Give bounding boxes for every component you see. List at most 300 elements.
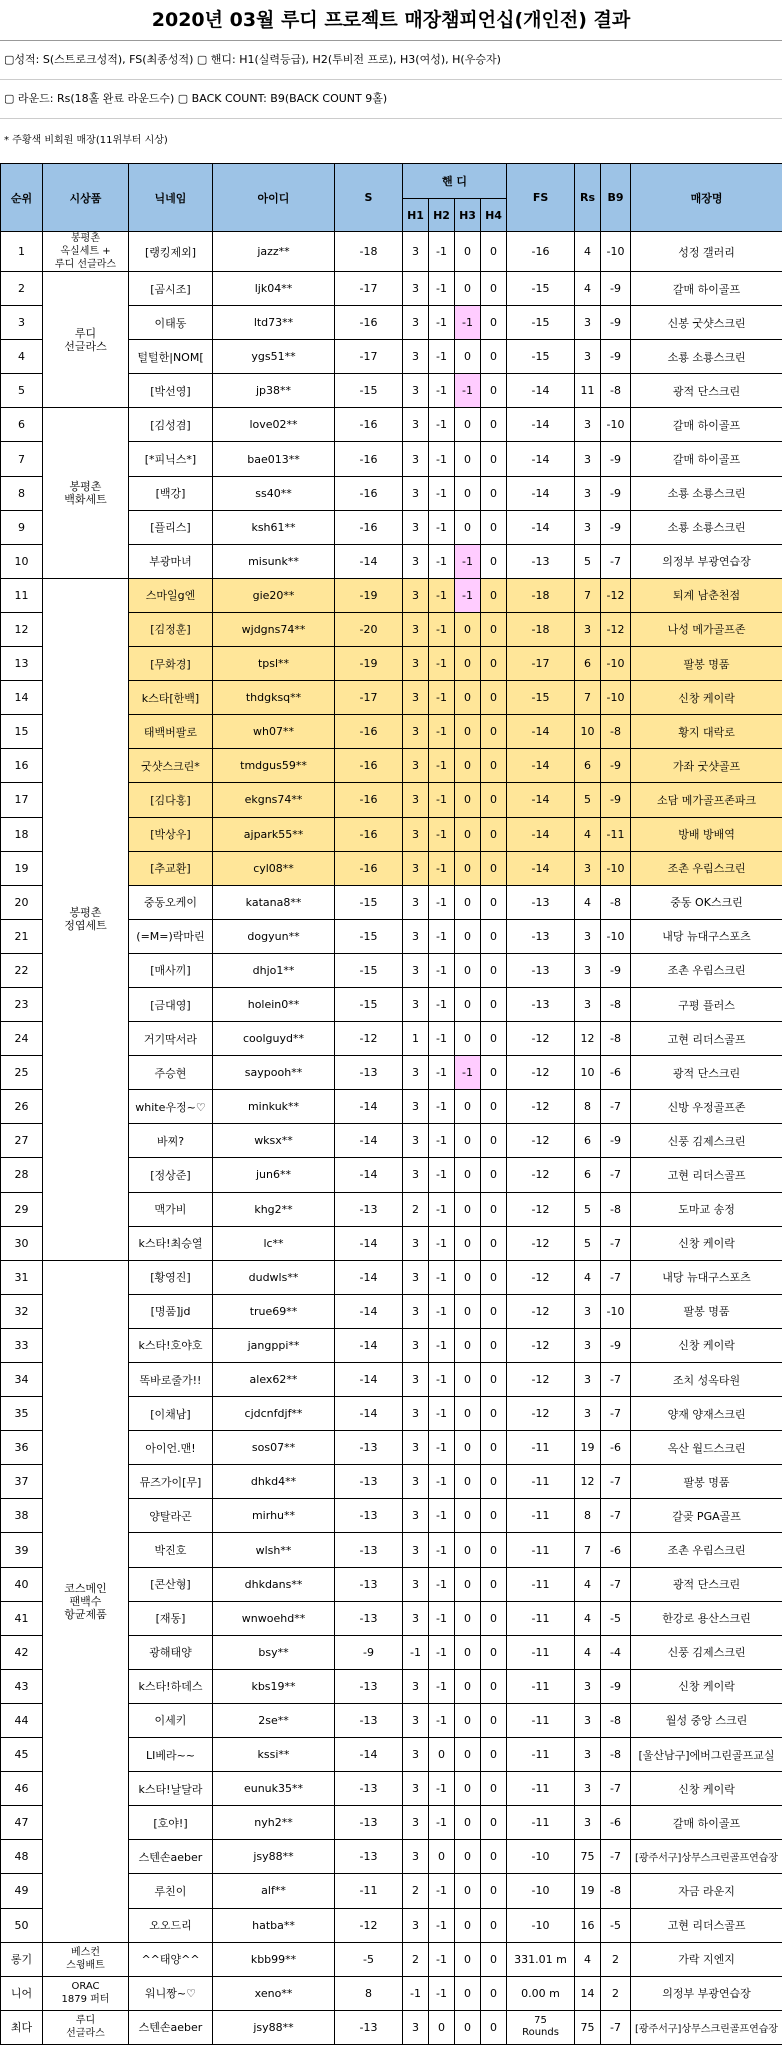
h4-cell: 0 bbox=[481, 1260, 507, 1294]
store-cell: 방배 방배역 bbox=[631, 817, 782, 851]
rank-cell: 15 bbox=[1, 715, 43, 749]
b9-cell: -9 bbox=[601, 1124, 631, 1158]
h4-cell: 0 bbox=[481, 1022, 507, 1056]
page-title: 2020년 03월 루디 프로젝트 매장챔피언십(개인전) 결과 bbox=[0, 0, 782, 41]
h1-cell: 3 bbox=[403, 272, 429, 306]
b9-cell: -10 bbox=[601, 647, 631, 681]
h3-cell: 0 bbox=[455, 1533, 481, 1567]
b9-cell: -9 bbox=[601, 1328, 631, 1362]
h2-cell: -1 bbox=[429, 1192, 455, 1226]
store-cell: 팔봉 명품 bbox=[631, 1294, 782, 1328]
id-cell: khg2** bbox=[213, 1192, 335, 1226]
store-cell: 신봉 굿샷스크린 bbox=[631, 306, 782, 340]
nickname-cell: [명품]jd bbox=[129, 1294, 213, 1328]
h1-cell: 3 bbox=[403, 1226, 429, 1260]
id-cell: ltd73** bbox=[213, 306, 335, 340]
prize-cell: 베스컨 스윙배트 bbox=[43, 1942, 129, 1976]
b9-cell: -10 bbox=[601, 1294, 631, 1328]
h1-cell: 3 bbox=[403, 510, 429, 544]
rank-cell: 37 bbox=[1, 1465, 43, 1499]
h2-cell: -1 bbox=[429, 612, 455, 646]
b9-cell: -8 bbox=[601, 885, 631, 919]
rank-cell: 14 bbox=[1, 681, 43, 715]
h4-cell: 0 bbox=[481, 715, 507, 749]
h1-cell: 3 bbox=[403, 1124, 429, 1158]
id-cell: ekgns74** bbox=[213, 783, 335, 817]
h3-cell: 0 bbox=[455, 1260, 481, 1294]
prize-cell: 코스메인 팬백수 항균제품 bbox=[43, 1260, 129, 1942]
nickname-cell: k스타!호야호 bbox=[129, 1328, 213, 1362]
nickname-cell: 워니짱~♡ bbox=[129, 1976, 213, 2010]
b9-cell: -8 bbox=[601, 1703, 631, 1737]
h3-cell: 0 bbox=[455, 1738, 481, 1772]
rs-cell: 5 bbox=[575, 783, 601, 817]
id-cell: saypooh** bbox=[213, 1056, 335, 1090]
nickname-cell: k스타!하데스 bbox=[129, 1669, 213, 1703]
store-cell: 소룡 소룡스크린 bbox=[631, 510, 782, 544]
h2-cell: -1 bbox=[429, 578, 455, 612]
prize-cell: 봉평촌 옥실세트 + 루디 선글라스 bbox=[43, 232, 129, 272]
h3-cell: 0 bbox=[455, 1499, 481, 1533]
id-cell: nyh2** bbox=[213, 1806, 335, 1840]
id-cell: jsy88** bbox=[213, 1840, 335, 1874]
h1-cell: 3 bbox=[403, 715, 429, 749]
nickname-cell: 이세키 bbox=[129, 1703, 213, 1737]
s-cell: -13 bbox=[335, 1499, 403, 1533]
h4-cell: 0 bbox=[481, 817, 507, 851]
header-rank: 순위 bbox=[1, 164, 43, 232]
rank-cell: 49 bbox=[1, 1874, 43, 1908]
results-table bbox=[0, 163, 782, 2045]
id-cell: bae013** bbox=[213, 442, 335, 476]
fs-cell: -12 bbox=[507, 1294, 575, 1328]
h4-cell: 0 bbox=[481, 987, 507, 1021]
s-cell: -15 bbox=[335, 919, 403, 953]
h2-cell: -1 bbox=[429, 272, 455, 306]
h3-cell: 0 bbox=[455, 1806, 481, 1840]
s-cell: -13 bbox=[335, 2010, 403, 2044]
store-cell: 광적 단스크린 bbox=[631, 374, 782, 408]
rs-cell: 8 bbox=[575, 1090, 601, 1124]
id-cell: jangppi** bbox=[213, 1328, 335, 1362]
fs-cell: -16 bbox=[507, 232, 575, 272]
h1-cell: 3 bbox=[403, 544, 429, 578]
store-cell: 광적 단스크린 bbox=[631, 1567, 782, 1601]
header-h1: H1 bbox=[403, 199, 429, 232]
h1-cell: 3 bbox=[403, 1431, 429, 1465]
h4-cell: 0 bbox=[481, 1908, 507, 1942]
id-cell: jun6** bbox=[213, 1158, 335, 1192]
h1-cell: 3 bbox=[403, 1363, 429, 1397]
h1-cell: 3 bbox=[403, 1158, 429, 1192]
s-cell: -16 bbox=[335, 783, 403, 817]
rs-cell: 3 bbox=[575, 1703, 601, 1737]
rs-cell: 16 bbox=[575, 1908, 601, 1942]
fs-cell: -11 bbox=[507, 1738, 575, 1772]
h3-cell: 0 bbox=[455, 885, 481, 919]
s-cell: -13 bbox=[335, 1703, 403, 1737]
prize-cell: 루디 선글라스 bbox=[43, 2010, 129, 2044]
rank-cell: 38 bbox=[1, 1499, 43, 1533]
nickname-cell: [김정훈] bbox=[129, 612, 213, 646]
rank-cell: 42 bbox=[1, 1635, 43, 1669]
header-fs: FS bbox=[507, 164, 575, 232]
rank-cell: 28 bbox=[1, 1158, 43, 1192]
h2-cell: -1 bbox=[429, 715, 455, 749]
h2-cell: -1 bbox=[429, 1976, 455, 2010]
b9-cell: -9 bbox=[601, 1669, 631, 1703]
table-row bbox=[1, 578, 782, 612]
h1-cell: 3 bbox=[403, 681, 429, 715]
rank-cell: 26 bbox=[1, 1090, 43, 1124]
rs-cell: 12 bbox=[575, 1465, 601, 1499]
header-h2: H2 bbox=[429, 199, 455, 232]
nickname-cell: [플리스] bbox=[129, 510, 213, 544]
h3-cell: -1 bbox=[455, 578, 481, 612]
id-cell: holein0** bbox=[213, 987, 335, 1021]
b9-cell: -7 bbox=[601, 544, 631, 578]
table-row bbox=[1, 1976, 782, 2010]
h3-cell: 0 bbox=[455, 715, 481, 749]
store-cell: 소룡 소룡스크린 bbox=[631, 476, 782, 510]
h3-cell: 0 bbox=[455, 1635, 481, 1669]
h3-cell: 0 bbox=[455, 232, 481, 272]
h4-cell: 0 bbox=[481, 1431, 507, 1465]
rs-cell: 3 bbox=[575, 987, 601, 1021]
store-cell: 성정 갤러리 bbox=[631, 232, 782, 272]
rank-cell: 39 bbox=[1, 1533, 43, 1567]
rs-cell: 5 bbox=[575, 1192, 601, 1226]
nickname-cell: [박선영] bbox=[129, 374, 213, 408]
rank-cell: 13 bbox=[1, 647, 43, 681]
h2-cell: -1 bbox=[429, 1260, 455, 1294]
b9-cell: -9 bbox=[601, 510, 631, 544]
fs-cell: -14 bbox=[507, 715, 575, 749]
rank-cell: 34 bbox=[1, 1363, 43, 1397]
fs-cell: -11 bbox=[507, 1533, 575, 1567]
fs-cell: -14 bbox=[507, 442, 575, 476]
rank-cell: 17 bbox=[1, 783, 43, 817]
h2-cell: -1 bbox=[429, 1703, 455, 1737]
h3-cell: 0 bbox=[455, 1703, 481, 1737]
rs-cell: 3 bbox=[575, 851, 601, 885]
nickname-cell: [재동] bbox=[129, 1601, 213, 1635]
store-cell: 조촌 우림스크린 bbox=[631, 851, 782, 885]
h4-cell: 0 bbox=[481, 2010, 507, 2044]
nickname-cell: 스텐손aeber bbox=[129, 1840, 213, 1874]
rs-cell: 3 bbox=[575, 1363, 601, 1397]
h4-cell: 0 bbox=[481, 1090, 507, 1124]
id-cell: sos07** bbox=[213, 1431, 335, 1465]
fs-cell: -14 bbox=[507, 408, 575, 442]
h2-cell: -1 bbox=[429, 232, 455, 272]
h3-cell: 0 bbox=[455, 987, 481, 1021]
s-cell: -11 bbox=[335, 1874, 403, 1908]
h3-cell: 0 bbox=[455, 647, 481, 681]
h1-cell: 3 bbox=[403, 1669, 429, 1703]
h1-cell: 3 bbox=[403, 476, 429, 510]
h1-cell: 3 bbox=[403, 1772, 429, 1806]
store-cell: [울산남구]에버그린골프교실 bbox=[631, 1738, 782, 1772]
nickname-cell: 이태동 bbox=[129, 306, 213, 340]
rs-cell: 3 bbox=[575, 1397, 601, 1431]
h3-cell: 0 bbox=[455, 783, 481, 817]
rank-cell: 19 bbox=[1, 851, 43, 885]
s-cell: -13 bbox=[335, 1533, 403, 1567]
rs-cell: 6 bbox=[575, 1158, 601, 1192]
h1-cell: 3 bbox=[403, 578, 429, 612]
h2-cell: -1 bbox=[429, 919, 455, 953]
h4-cell: 0 bbox=[481, 578, 507, 612]
b9-cell: -7 bbox=[601, 1363, 631, 1397]
h4-cell: 0 bbox=[481, 1158, 507, 1192]
s-cell: -9 bbox=[335, 1635, 403, 1669]
b9-cell: -8 bbox=[601, 1022, 631, 1056]
id-cell: jsy88** bbox=[213, 2010, 335, 2044]
b9-cell: -7 bbox=[601, 1465, 631, 1499]
h2-cell: -1 bbox=[429, 1908, 455, 1942]
b9-cell: -6 bbox=[601, 1431, 631, 1465]
h4-cell: 0 bbox=[481, 1874, 507, 1908]
h2-cell: -1 bbox=[429, 1874, 455, 1908]
h3-cell: 0 bbox=[455, 408, 481, 442]
h1-cell: 3 bbox=[403, 1806, 429, 1840]
nickname-cell: [금대영] bbox=[129, 987, 213, 1021]
s-cell: 8 bbox=[335, 1976, 403, 2010]
fs-cell: -12 bbox=[507, 1328, 575, 1362]
fs-cell: -14 bbox=[507, 476, 575, 510]
s-cell: -14 bbox=[335, 1260, 403, 1294]
b9-cell: -9 bbox=[601, 272, 631, 306]
rank-cell: 8 bbox=[1, 476, 43, 510]
rs-cell: 4 bbox=[575, 1635, 601, 1669]
store-cell: 고현 리더스골프 bbox=[631, 1158, 782, 1192]
s-cell: -16 bbox=[335, 715, 403, 749]
store-cell: 고현 리더스골프 bbox=[631, 1908, 782, 1942]
s-cell: -13 bbox=[335, 1772, 403, 1806]
b9-cell: -8 bbox=[601, 987, 631, 1021]
nickname-cell: ^^태양^^ bbox=[129, 1942, 213, 1976]
b9-cell: -8 bbox=[601, 715, 631, 749]
fs-cell: -10 bbox=[507, 1840, 575, 1874]
rs-cell: 4 bbox=[575, 1260, 601, 1294]
h4-cell: 0 bbox=[481, 1840, 507, 1874]
h2-cell: -1 bbox=[429, 1669, 455, 1703]
h3-cell: -1 bbox=[455, 374, 481, 408]
store-cell: 신창 케이락 bbox=[631, 681, 782, 715]
h4-cell: 0 bbox=[481, 374, 507, 408]
h4-cell: 0 bbox=[481, 1703, 507, 1737]
h3-cell: -1 bbox=[455, 544, 481, 578]
h1-cell: 3 bbox=[403, 1499, 429, 1533]
h3-cell: 0 bbox=[455, 1226, 481, 1260]
h3-cell: 0 bbox=[455, 1397, 481, 1431]
nickname-cell: [김다홍] bbox=[129, 783, 213, 817]
rank-cell: 50 bbox=[1, 1908, 43, 1942]
store-cell: 갈곶 PGA골프 bbox=[631, 1499, 782, 1533]
h4-cell: 0 bbox=[481, 476, 507, 510]
h4-cell: 0 bbox=[481, 612, 507, 646]
h2-cell: -1 bbox=[429, 1635, 455, 1669]
fs-cell: -11 bbox=[507, 1635, 575, 1669]
b9-cell: -7 bbox=[601, 1397, 631, 1431]
h4-cell: 0 bbox=[481, 1669, 507, 1703]
id-cell: true69** bbox=[213, 1294, 335, 1328]
h3-cell: -1 bbox=[455, 306, 481, 340]
fs-cell: -13 bbox=[507, 885, 575, 919]
nickname-cell: 똑바로줄가!! bbox=[129, 1363, 213, 1397]
h1-cell: 2 bbox=[403, 1942, 429, 1976]
s-cell: -13 bbox=[335, 1567, 403, 1601]
rank-cell: 30 bbox=[1, 1226, 43, 1260]
rank-cell: 46 bbox=[1, 1772, 43, 1806]
rs-cell: 3 bbox=[575, 340, 601, 374]
h1-cell: 3 bbox=[403, 749, 429, 783]
h4-cell: 0 bbox=[481, 442, 507, 476]
rs-cell: 4 bbox=[575, 1942, 601, 1976]
h2-cell: -1 bbox=[429, 987, 455, 1021]
h3-cell: 0 bbox=[455, 1294, 481, 1328]
rs-cell: 4 bbox=[575, 885, 601, 919]
h2-cell: -1 bbox=[429, 1022, 455, 1056]
rs-cell: 7 bbox=[575, 681, 601, 715]
prize-cell: ORAC 1879 퍼터 bbox=[43, 1976, 129, 2010]
header-store: 매장명 bbox=[631, 164, 782, 232]
store-cell: 구평 플러스 bbox=[631, 987, 782, 1021]
s-cell: -14 bbox=[335, 1738, 403, 1772]
h2-cell: -1 bbox=[429, 1294, 455, 1328]
rs-cell: 3 bbox=[575, 408, 601, 442]
b9-cell: -9 bbox=[601, 340, 631, 374]
store-cell: 광적 단스크린 bbox=[631, 1056, 782, 1090]
h2-cell: -1 bbox=[429, 1499, 455, 1533]
b9-cell: -10 bbox=[601, 919, 631, 953]
rank-cell: 27 bbox=[1, 1124, 43, 1158]
rs-cell: 7 bbox=[575, 578, 601, 612]
h3-cell: 0 bbox=[455, 1772, 481, 1806]
h4-cell: 0 bbox=[481, 919, 507, 953]
s-cell: -16 bbox=[335, 851, 403, 885]
nickname-cell: 털털한|NOM[ bbox=[129, 340, 213, 374]
legend-note-2: ▢ 라운드: Rs(18홀 완료 라운드수) ▢ BACK COUNT: B9(BACK COUNT 9홀) bbox=[0, 80, 782, 119]
h2-cell: -1 bbox=[429, 817, 455, 851]
store-cell: [광주서구]상무스크린골프연습장 bbox=[631, 2010, 782, 2044]
store-cell: 중동 OK스크린 bbox=[631, 885, 782, 919]
id-cell: thdgksq** bbox=[213, 681, 335, 715]
h4-cell: 0 bbox=[481, 1294, 507, 1328]
fs-cell: -14 bbox=[507, 851, 575, 885]
nickname-cell: 박진호 bbox=[129, 1533, 213, 1567]
h3-cell: 0 bbox=[455, 1601, 481, 1635]
h3-cell: 0 bbox=[455, 1465, 481, 1499]
rank-cell: 18 bbox=[1, 817, 43, 851]
nickname-cell: [콘산형] bbox=[129, 1567, 213, 1601]
h1-cell: 3 bbox=[403, 340, 429, 374]
store-cell: 소룡 소룡스크린 bbox=[631, 340, 782, 374]
rs-cell: 12 bbox=[575, 1022, 601, 1056]
store-cell: 고현 리더스골프 bbox=[631, 1022, 782, 1056]
fs-cell: -13 bbox=[507, 544, 575, 578]
s-cell: -17 bbox=[335, 340, 403, 374]
h1-cell: 3 bbox=[403, 408, 429, 442]
nickname-cell: white우정~♡ bbox=[129, 1090, 213, 1124]
rank-cell: 11 bbox=[1, 578, 43, 612]
header-handi: 핸 디 bbox=[403, 164, 507, 199]
b9-cell: -12 bbox=[601, 612, 631, 646]
id-cell: katana8** bbox=[213, 885, 335, 919]
h3-cell: 0 bbox=[455, 1022, 481, 1056]
rank-cell: 롱기 bbox=[1, 1942, 43, 1976]
h2-cell: 0 bbox=[429, 2010, 455, 2044]
rs-cell: 3 bbox=[575, 1806, 601, 1840]
store-cell: 신풍 김제스크린 bbox=[631, 1124, 782, 1158]
id-cell: gie20** bbox=[213, 578, 335, 612]
id-cell: bsy** bbox=[213, 1635, 335, 1669]
h1-cell: 3 bbox=[403, 1056, 429, 1090]
rs-cell: 7 bbox=[575, 1533, 601, 1567]
fs-cell: -18 bbox=[507, 612, 575, 646]
s-cell: -13 bbox=[335, 1465, 403, 1499]
rs-cell: 4 bbox=[575, 1567, 601, 1601]
nickname-cell: k스타!날달라 bbox=[129, 1772, 213, 1806]
rs-cell: 6 bbox=[575, 1124, 601, 1158]
rank-cell: 44 bbox=[1, 1703, 43, 1737]
h4-cell: 0 bbox=[481, 851, 507, 885]
id-cell: tpsl** bbox=[213, 647, 335, 681]
id-cell: dhjo1** bbox=[213, 953, 335, 987]
nickname-cell: 주승현 bbox=[129, 1056, 213, 1090]
h1-cell: 3 bbox=[403, 1294, 429, 1328]
table-row bbox=[1, 408, 782, 442]
b9-cell: -7 bbox=[601, 1090, 631, 1124]
s-cell: -17 bbox=[335, 681, 403, 715]
nickname-cell: [추교환] bbox=[129, 851, 213, 885]
rank-cell: 41 bbox=[1, 1601, 43, 1635]
rs-cell: 14 bbox=[575, 1976, 601, 2010]
s-cell: -14 bbox=[335, 544, 403, 578]
h4-cell: 0 bbox=[481, 232, 507, 272]
h2-cell: -1 bbox=[429, 1465, 455, 1499]
header-id: 아이디 bbox=[213, 164, 335, 232]
s-cell: -14 bbox=[335, 1363, 403, 1397]
h2-cell: -1 bbox=[429, 783, 455, 817]
h1-cell: 2 bbox=[403, 1192, 429, 1226]
h3-cell: 0 bbox=[455, 1363, 481, 1397]
h2-cell: -1 bbox=[429, 1533, 455, 1567]
nickname-cell: [백강] bbox=[129, 476, 213, 510]
fs-cell: -12 bbox=[507, 1158, 575, 1192]
h4-cell: 0 bbox=[481, 1124, 507, 1158]
rank-cell: 29 bbox=[1, 1192, 43, 1226]
nickname-cell: LI베라~~ bbox=[129, 1738, 213, 1772]
fs-cell: -13 bbox=[507, 953, 575, 987]
store-cell: 한강로 용산스크린 bbox=[631, 1601, 782, 1635]
h1-cell: 3 bbox=[403, 1840, 429, 1874]
h3-cell: 0 bbox=[455, 510, 481, 544]
h2-cell: 0 bbox=[429, 1840, 455, 1874]
nickname-cell: (=M=)락마린 bbox=[129, 919, 213, 953]
h4-cell: 0 bbox=[481, 1635, 507, 1669]
id-cell: wjdgns74** bbox=[213, 612, 335, 646]
id-cell: wlsh** bbox=[213, 1533, 335, 1567]
rs-cell: 11 bbox=[575, 374, 601, 408]
table-row bbox=[1, 1942, 782, 1976]
rs-cell: 3 bbox=[575, 510, 601, 544]
h4-cell: 0 bbox=[481, 783, 507, 817]
h2-cell: -1 bbox=[429, 1806, 455, 1840]
b9-cell: -6 bbox=[601, 1533, 631, 1567]
h3-cell: 0 bbox=[455, 919, 481, 953]
